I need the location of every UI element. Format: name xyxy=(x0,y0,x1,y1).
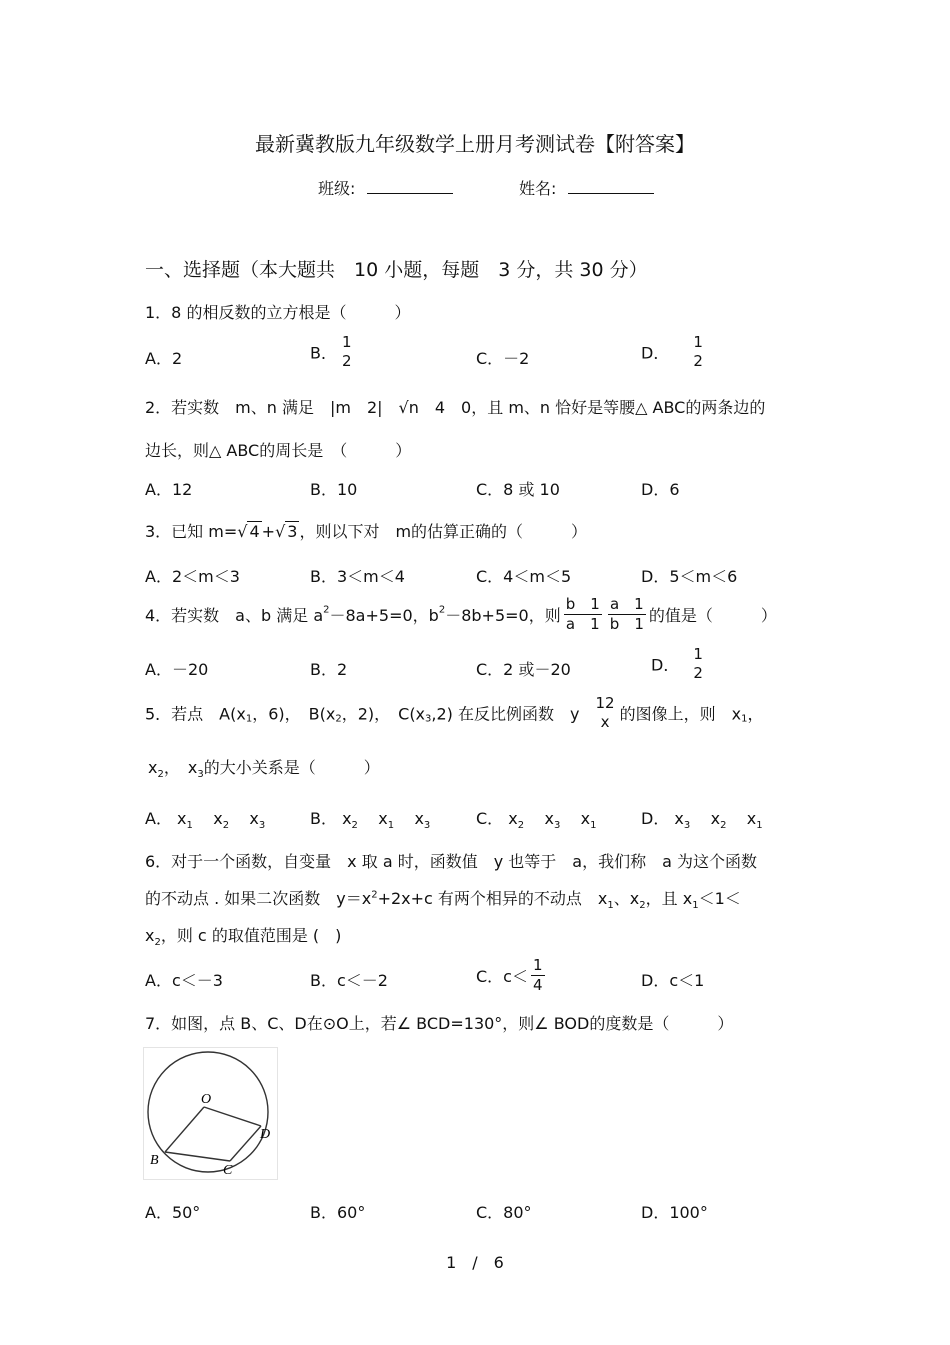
q5-c-s3: 1 xyxy=(590,820,597,832)
q3-option-b: B．3＜m＜4 xyxy=(310,567,405,586)
q6-c-den: 4 xyxy=(532,976,543,994)
q5-c-label: C． xyxy=(476,809,504,828)
q1-option-b xyxy=(310,333,357,371)
q4-option-c: C．2 或－20 xyxy=(476,660,571,679)
q4-stem-post: 的值是（ ） xyxy=(648,606,777,625)
q5-l2-c: 的大小关系是（ ） xyxy=(203,758,380,777)
q7-option-c: C．80° xyxy=(476,1203,532,1222)
q7-option-b: B．60° xyxy=(310,1203,366,1222)
class-blank[interactable] xyxy=(367,179,453,194)
question-1-stem: 1．8 的相反数的立方根是（ ） xyxy=(145,303,411,322)
question-5-line2 xyxy=(148,755,380,780)
question-3-stem xyxy=(145,519,587,542)
q3-stem-post: ，则以下对 m的估算正确的（ ） xyxy=(299,522,588,541)
q5-s2: 2 xyxy=(335,713,342,725)
q5-a-label: A． xyxy=(145,809,172,828)
q5-c-s2: 3 xyxy=(553,820,561,832)
question-4-stem xyxy=(145,595,777,634)
segment-cd xyxy=(230,1126,261,1161)
name-field xyxy=(519,176,654,199)
q3-stem-pre: 3．已知 m= xyxy=(145,522,238,541)
q5-s1: 1 xyxy=(245,713,253,725)
q5-a-s3: 3 xyxy=(258,820,266,832)
q4-stem-pre: 4．若实数 a、b 满足 a xyxy=(145,606,324,625)
q6-l2-mid3: ，且 x xyxy=(645,889,693,908)
q4-f1-num: b 1 xyxy=(565,595,600,613)
q1-b-den: 2 xyxy=(341,352,352,370)
q6-l2-s1: 1 xyxy=(607,900,614,912)
q2-option-b: B．10 xyxy=(310,480,358,499)
q5-b-x1: x xyxy=(342,809,352,828)
q4-fraction-2 xyxy=(608,595,646,634)
q4-f2-num: a 1 xyxy=(609,595,644,613)
q6-l3-s: 2 xyxy=(154,937,161,949)
q5-b-s1: 2 xyxy=(351,820,358,832)
q4-d-label: D． xyxy=(651,655,680,675)
question-5-line1 xyxy=(145,694,763,732)
q5-l2-s1: 2 xyxy=(157,769,164,781)
q5-b-x2: x xyxy=(378,809,388,828)
q4-option-b: B．2 xyxy=(310,660,348,679)
q4-f1-den: a 1 xyxy=(565,615,600,633)
q5-option-d xyxy=(641,806,763,831)
q5-d-x3: x xyxy=(746,809,757,828)
class-label: 班级: xyxy=(318,179,356,198)
q2-option-d: D．6 xyxy=(641,480,680,499)
label-d: D xyxy=(260,1127,271,1142)
q2-option-a: A．12 xyxy=(145,480,193,499)
q4-d-num: 1 xyxy=(693,645,703,663)
q6-option-a: A．c＜－3 xyxy=(145,971,223,990)
q5-option-a xyxy=(145,806,265,831)
q5-p0: 5．若点 A(x xyxy=(145,704,246,724)
q6-option-d: D．c＜1 xyxy=(641,971,705,990)
document-title: 最新冀教版九年级数学上册月考测试卷【附答案】 xyxy=(255,132,695,156)
question-2-line1: 2．若实数 m、n 满足 |m 2| √n 4 0，且 m、n 恰好是等腰△ ABC的两条边的 xyxy=(145,398,766,417)
q6-l2-s3: 1 xyxy=(692,900,699,912)
class-field xyxy=(318,176,453,199)
q1-option-d xyxy=(641,333,708,371)
q1-b-fraction xyxy=(340,333,354,371)
q5-l2-a: x xyxy=(148,758,158,777)
q5-fraction xyxy=(593,694,616,732)
q6-l2-mid: +2x+c 有两个相异的不动点 x xyxy=(377,889,608,908)
name-blank[interactable] xyxy=(568,179,654,194)
q5-s3: 3 xyxy=(425,713,432,725)
q5-c-s1: 2 xyxy=(517,820,525,832)
label-b: B xyxy=(150,1153,159,1168)
q5-d-x2: x xyxy=(710,809,721,828)
question-6-line2 xyxy=(145,886,741,911)
q5-b-label: B． xyxy=(310,809,337,828)
q5-p5: ， xyxy=(747,704,764,724)
sqrt-icon: √ xyxy=(275,522,286,541)
q5-c-x1: x xyxy=(508,809,518,828)
q4-option-a: A．－20 xyxy=(145,660,209,679)
q5-b-s3: 3 xyxy=(423,820,431,832)
circle-figure xyxy=(143,1047,278,1180)
q5-f-num: 12 xyxy=(595,694,615,712)
q3-radicand-2: 3 xyxy=(287,522,298,541)
q6-l2-pre: 的不动点 . 如果二次函数 y＝x xyxy=(145,889,372,908)
q5-p1: ，6)， B(x xyxy=(252,704,336,724)
q4-fraction-1 xyxy=(564,595,602,634)
q5-option-c xyxy=(476,806,597,831)
q6-c-label: C．c＜ xyxy=(476,967,528,986)
q1-d-num: 1 xyxy=(693,333,703,351)
q4-sup-2: 2 xyxy=(438,604,446,616)
q5-option-b xyxy=(310,806,430,831)
q7-option-a: A．50° xyxy=(145,1203,201,1222)
q6-l3-post: ，则 c 的取值范围是 ( ) xyxy=(160,926,342,945)
q1-b-label: B． xyxy=(310,343,337,363)
q6-c-fraction xyxy=(531,956,545,995)
name-label: 姓名: xyxy=(519,179,557,198)
q4-f2-den: b 1 xyxy=(609,615,644,633)
q5-l2-b: ， x xyxy=(163,758,198,777)
q5-d-x1: x xyxy=(674,809,684,828)
q4-sup-1: 2 xyxy=(323,604,330,616)
q1-d-den: 2 xyxy=(693,352,703,370)
q1-option-a: A．2 xyxy=(145,349,183,368)
q3-option-d: D．5＜m＜6 xyxy=(641,567,738,586)
q2-option-c: C．8 或 10 xyxy=(476,480,560,499)
q5-d-s2: 2 xyxy=(720,820,727,832)
q1-option-c: C．－2 xyxy=(476,349,530,368)
label-o: O xyxy=(201,1092,212,1107)
q5-a-x2: x xyxy=(213,809,223,828)
q3-option-c: C．4＜m＜5 xyxy=(476,567,572,586)
q4-option-d xyxy=(651,645,708,683)
circle-o xyxy=(148,1052,271,1172)
q5-p3: ,2) 在反比例函数 y xyxy=(431,704,580,724)
q5-d-label: D． xyxy=(641,809,670,828)
q1-d-fraction xyxy=(691,333,705,371)
q5-d-s3: 1 xyxy=(756,820,763,832)
q6-c-num: 1 xyxy=(532,956,543,974)
q6-l2-s2: 2 xyxy=(639,900,646,912)
q5-b-s2: 1 xyxy=(387,820,395,832)
q5-b-x3: x xyxy=(414,809,424,828)
segment-od xyxy=(204,1107,261,1126)
q7-option-d: D．100° xyxy=(641,1203,708,1222)
question-6-line1: 6．对于一个函数，自变量 x 取 a 时，函数值 y 也等于 a，我们称 a 为这个函数 xyxy=(145,852,757,871)
question-7-stem: 7．如图，点 B、C、D在⊙O上，若∠ BCD=130°，则∠ BOD的度数是（ ） xyxy=(145,1014,734,1033)
q5-s4: 1 xyxy=(741,713,748,725)
q5-l2-s2: 3 xyxy=(197,769,204,781)
q4-mid-1: －8a+5=0，b xyxy=(329,606,439,625)
q1-d-label: D． xyxy=(641,343,670,363)
q4-d-fraction xyxy=(691,645,705,683)
q3-option-a: A．2＜m＜3 xyxy=(145,567,240,586)
q5-p2: ，2)， C(x xyxy=(341,704,426,724)
circle-diagram xyxy=(144,1048,277,1179)
q6-l2-mid2: 、x xyxy=(613,889,640,908)
segment-bc xyxy=(165,1152,230,1161)
q4-d-den: 2 xyxy=(693,664,703,682)
q6-l3-pre: x xyxy=(145,926,155,945)
question-2-line2: 边长，则△ ABC的周长是 （ ） xyxy=(145,441,412,460)
sqrt-icon: √ xyxy=(237,522,248,541)
q3-radicand-1: 4 xyxy=(249,522,260,541)
q6-option-c xyxy=(476,956,548,995)
q5-a-s2: 2 xyxy=(222,820,230,832)
segment-ob xyxy=(165,1107,204,1152)
q5-f-den: x xyxy=(600,713,610,731)
q5-a-x1: x xyxy=(177,809,187,828)
section-heading: 一、选择题（本大题共 10 小题，每题 3 分，共 30 分） xyxy=(145,259,648,281)
label-c: C xyxy=(223,1163,233,1178)
q3-plus: + xyxy=(261,522,276,541)
q1-b-num: 1 xyxy=(341,333,352,351)
q5-c-x3: x xyxy=(580,809,591,828)
page-number: 1 / 6 xyxy=(446,1253,504,1272)
q5-d-s1: 3 xyxy=(683,820,691,832)
q5-c-x2: x xyxy=(544,809,554,828)
q5-p4: 的图像上，则 x xyxy=(619,704,742,724)
question-6-line3 xyxy=(145,923,341,948)
q6-l2-sup: 2 xyxy=(371,889,378,901)
q5-a-s1: 1 xyxy=(186,820,193,832)
q4-mid-2: －8b+5=0，则 xyxy=(445,606,561,625)
q6-option-b: B．c＜－2 xyxy=(310,971,388,990)
q6-l2-post: ＜1＜ xyxy=(698,889,741,908)
q5-a-x3: x xyxy=(249,809,259,828)
